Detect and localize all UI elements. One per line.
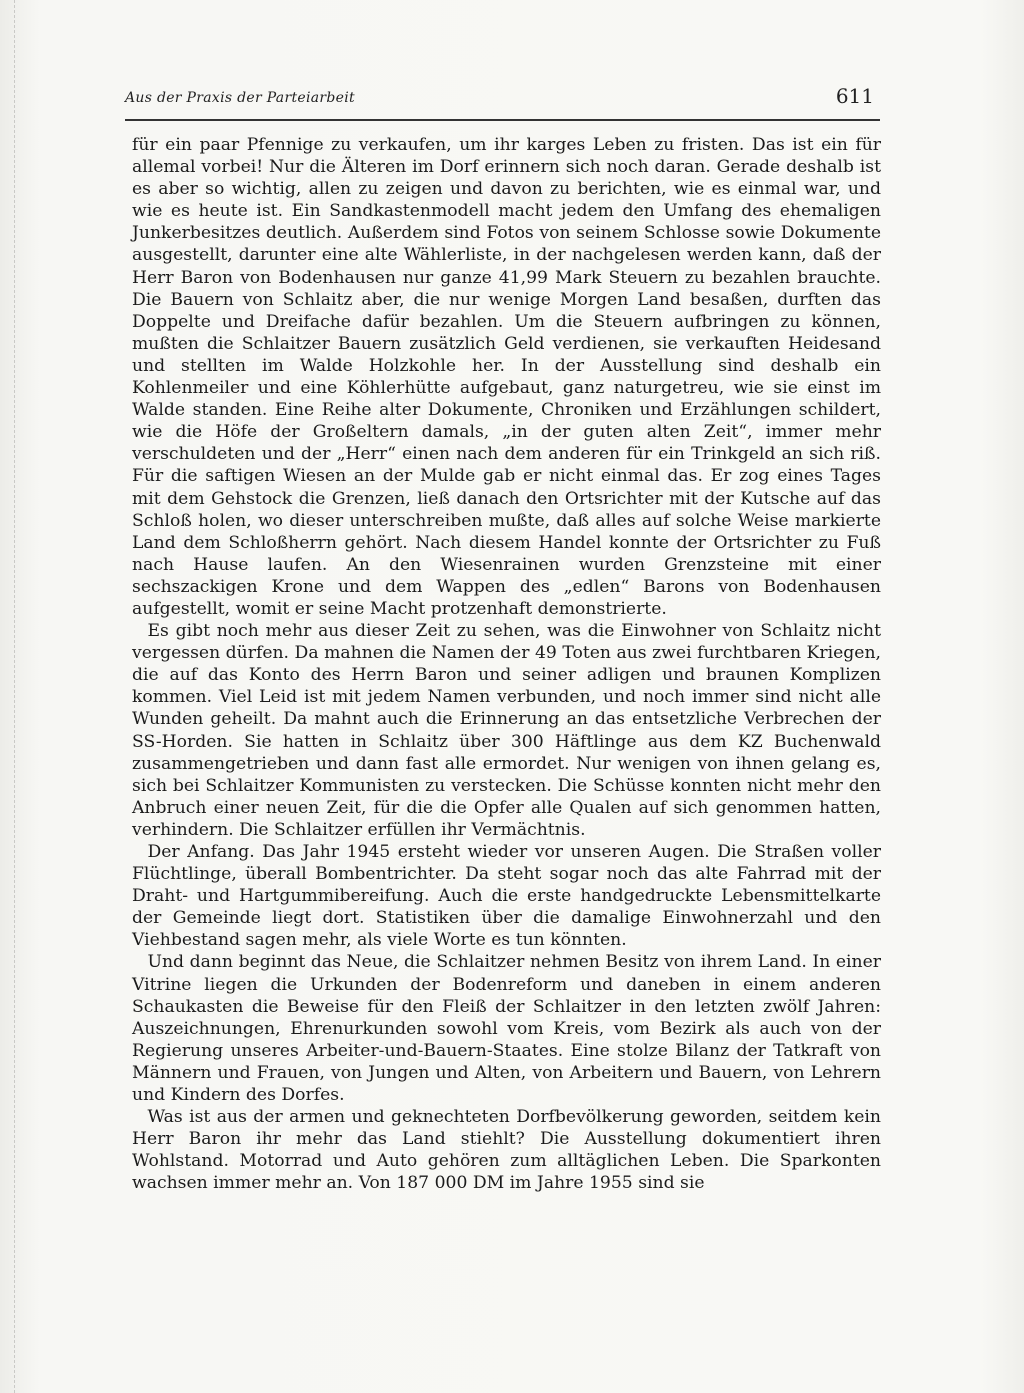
paragraph-4: Und dann beginnt das Neue, die Schlaitzer nehmen Besitz von ihrem Land. In einer Vitrine liegen die Urkunden der Bodenreform und daneben in einem anderen Schaukasten die Beweise für den Fleiß der Schlaitzer in den letzten zwölf Jahren: Auszeichnungen, Ehrenurkunden sowohl vom Kreis, vom Bezirk als auch von der Regierung unseres Arbeiter-und-Bauern-Staates. Eine stolze Bilanz der Tatkraft von Männern und Frauen, von Jungen und Alten, von Arbeitern und Bauern, von Lehrern und Kindern des Dorfes. xyxy=(132,952,881,1106)
running-title: Aus der Praxis der Parteiarbeit xyxy=(125,90,355,106)
paragraph-1: für ein paar Pfennige zu verkaufen, um ihr karges Leben zu fristen. Das ist ein für allemal vorbei! Nur die Älteren im Dorf erinnern sich noch daran. Gerade deshalb ist es aber so wichtig, allen zu zeigen und davon zu berichten, wie es einmal war, und wie es heute ist. Ein Sandkastenmodell macht jedem den Umfang des ehemaligen Junkerbesitzes deutlich. Außerdem sind Fotos von seinem Schlosse sowie Dokumente ausgestellt, darunter eine alte Wählerliste, in der nachgelesen werden kann, daß der Herr Baron von Bodenhausen nur ganze 41,99 Mark Steuern zu bezahlen brauchte. Die Bauern von Schlaitz aber, die nur wenige Morgen Land besaßen, durften das Doppelte und Dreifache dafür bezahlen. Um die Steuern aufbringen zu können, mußten die Schlaitzer Bauern zusätzlich Geld verdienen, sie verkauften Heidesand und stellten im Walde Holzkohle her. In der Ausstellung sind deshalb ein Kohlenmeiler und eine Köhlerhütte aufgebaut, ganz naturgetreu, wie sie einst im Walde standen. Eine Reihe alter Dokumente, Chroniken und Erzählungen schildert, wie die Höfe der Großeltern damals, „in der guten alten Zeit“, immer mehr verschuldeten und der „Herr“ einen nach dem anderen für ein Trinkgeld an sich riß. Für die saftigen Wiesen an der Mulde gab er nicht einmal das. Er zog eines Tages mit dem Gehstock die Grenzen, ließ danach den Ortsrichter mit der Kutsche auf das Schloß holen, wo dieser unterschreiben mußte, daß alles auf solche Weise markierte Land dem Schloßherrn gehört. Nach diesem Handel konnte der Ortsrichter zu Fuß nach Hause laufen. An den Wiesenrainen wurden Grenzsteine mit einer sechszackigen Krone und dem Wappen des „edlen“ Barons von Bodenhausen aufgestellt, womit er seine Macht protzenhaft demonstrierte. xyxy=(132,135,881,619)
paragraph-2: Es gibt noch mehr aus dieser Zeit zu sehen, was die Einwohner von Schlaitz nicht vergessen dürfen. Da mahnen die Namen der 49 Toten aus zwei furchtbaren Kriegen, die auf das Konto des Herrn Baron und seiner adligen und braunen Komplizen kommen. Viel Leid ist mit jedem Namen verbunden, und noch immer sind nicht alle Wunden geheilt. Da mahnt auch die Erinnerung an das entsetzliche Verbrechen der SS-Horden. Sie hatten in Schlaitz über 300 Häftlinge aus dem KZ Buchenwald zusammengetrieben und dann fast alle ermordet. Nur wenigen von ihnen gelang es, sich bei Schlaitzer Kommunisten zu verstecken. Die Schüsse konnten nicht mehr den Anbruch einer neuen Zeit, für die die Opfer alle Qualen auf sich genommen hatten, verhindern. Die Schlaitzer erfüllen ihr Vermächtnis. xyxy=(132,621,881,840)
scan-edge-mark xyxy=(14,0,43,1393)
paragraph-3: Der Anfang. Das Jahr 1945 ersteht wieder vor unseren Augen. Die Straßen voller Flüchtlinge, überall Bombentrichter. Da steht sogar noch das alte Fahrrad mit der Draht- und Hartgummibereifung. Auch die erste handgedruckte Lebensmittelkarte der Gemeinde liegt dort. Statistiken über die damalige Einwohnerzahl und den Viehbestand sagen mehr, als viele Worte es tun könnten. xyxy=(132,842,881,951)
header-rule xyxy=(125,119,880,121)
running-header xyxy=(125,84,880,114)
article-text xyxy=(132,134,881,1195)
paragraph-5: Was ist aus der armen und geknechteten Dorfbevölkerung geworden, seitdem kein Herr Baron ihr mehr das Land stiehlt? Die Ausstellung dokumentiert ihren Wohlstand. Motorrad und Auto gehören zum alltäglichen Leben. Die Sparkonten wachsen immer mehr an. Von 187 000 DM im Jahre 1955 sind sie xyxy=(132,1107,881,1194)
page-number: 611 xyxy=(835,84,874,108)
